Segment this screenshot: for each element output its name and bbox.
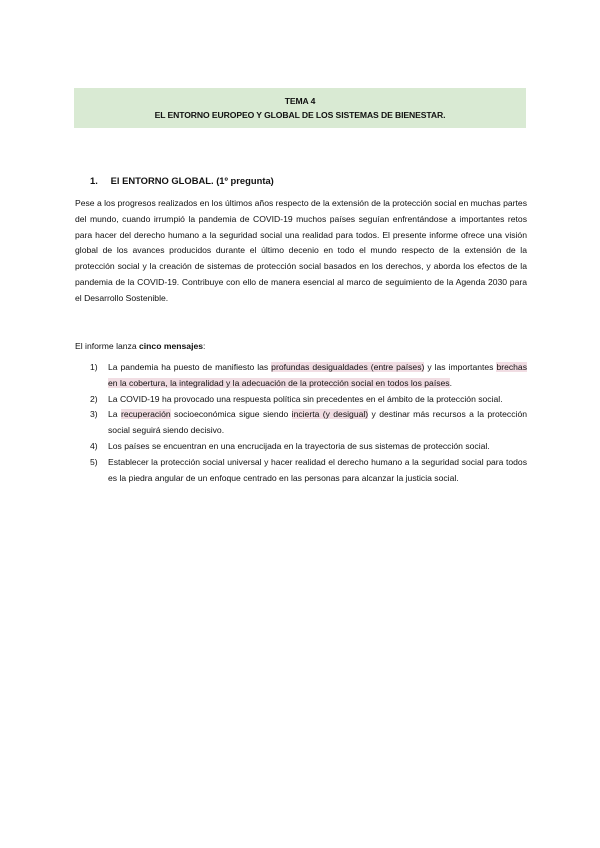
message-marker: 1) (90, 362, 98, 372)
message-marker: 5) (90, 456, 98, 467)
message-item (90, 407, 527, 439)
intro-prefix: El informe lanza (75, 341, 140, 351)
message-item (90, 439, 527, 455)
message-item (90, 360, 527, 392)
message-marker: 3) (90, 409, 98, 420)
messages-list (90, 360, 527, 486)
message-text: La COVID-19 ha provocado una respuesta política sin precedentes en el ámbito de la protección social. (108, 393, 503, 404)
message-marker: 2) (90, 393, 98, 404)
body-paragraph: Pese a los progresos realizados en los últimos años respecto de la extensión de la protección social en muchas partes del mundo, cuando irrumpió la pandemia de COVID-19 muchos países seguían enfrentándose a importantes retos para hacer del derecho humano a la seguridad social una realidad para todos. El presente informe ofrece una visión global de los avances producidos durante el último decenio en todo el mundo respecto de la extensión de la protección social y la creación de sistemas de protección social basados en los derechos, y aborda los efectos de la pandemia de la COVID-19. Contribuye con ello de manera esencial al marco de seguimiento de la Agenda 2030 para el Desarrollo Sostenible. (75, 198, 527, 303)
intro-suffix: : (203, 341, 206, 351)
message-text: Los países se encuentran en una encrucijada en la trayectoria de sus sistemas de protección social. (108, 440, 490, 451)
highlighted-text: incierta (y desigual) (291, 409, 369, 420)
intro-bold: cinco mensajes (139, 341, 204, 351)
message-item (90, 392, 527, 408)
message-text: . (449, 377, 452, 388)
message-item (90, 455, 527, 487)
message-text: socioeconómica sigue siendo (170, 409, 292, 420)
message-text: La pandemia ha puesto de manifiesto las (108, 362, 272, 372)
message-text: y destinar más recursos a la protección social seguirá siendo decisivo. (108, 409, 527, 436)
highlighted-text: profundas desigualdades (entre países) (271, 362, 425, 372)
section-note: (1º pregunta) (216, 175, 274, 186)
message-text: y las importantes (424, 362, 497, 372)
message-text: Establecer la protección social universal y hacer realidad el derecho humano a la seguridad social para todos es la piedra angular de un enfoque centrado en las personas para alcanzar la justicia social. (108, 456, 527, 483)
title-box (74, 88, 526, 128)
highlighted-text: recuperación (120, 409, 171, 420)
topic-title: TEMA 4 (284, 96, 316, 106)
section-name: El ENTORNO GLOBAL. (110, 175, 214, 186)
section-number: 1. (90, 175, 98, 186)
highlighted-text: brechas en la cobertura, la integralidad y la adecuación de la protección social en todos los países (108, 362, 528, 388)
topic-subtitle: EL ENTORNO EUROPEO Y GLOBAL DE LOS SISTEMAS DE BIENESTAR. (154, 110, 446, 120)
section-heading (90, 175, 274, 186)
message-marker: 4) (90, 440, 98, 451)
message-text: La (108, 409, 121, 420)
messages-intro (75, 341, 205, 351)
